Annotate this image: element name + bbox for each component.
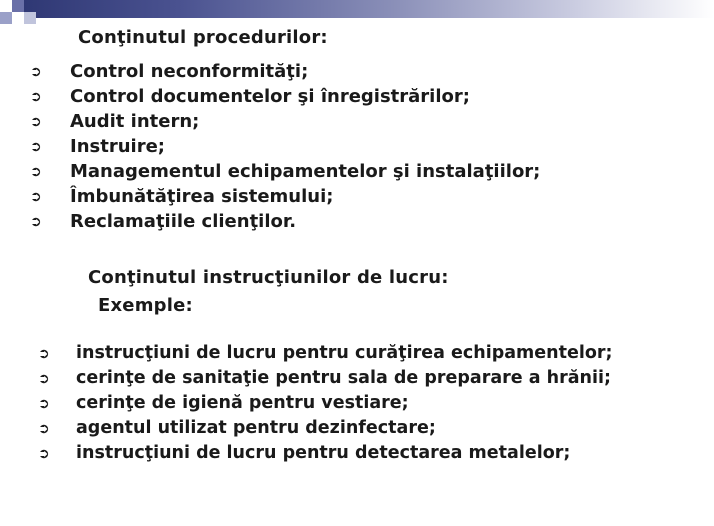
circle-arrow-bullet-icon: ➲ bbox=[38, 446, 50, 462]
list-item: ➲ agentul utilizat pentru dezinfectare; bbox=[38, 418, 436, 438]
list-item: ➲ Audit intern; bbox=[30, 111, 200, 132]
list-item: ➲ Control documentelor şi înregistrărilor; bbox=[30, 86, 470, 107]
list-item: ➲ cerinţe de sanitaţie pentru sala de preparare a hrănii; bbox=[38, 368, 611, 388]
circle-arrow-bullet-icon: ➲ bbox=[30, 89, 42, 105]
list-item: ➲ cerinţe de igienă pentru vestiare; bbox=[38, 393, 409, 413]
circle-arrow-bullet-icon: ➲ bbox=[38, 396, 50, 412]
circle-arrow-bullet-icon: ➲ bbox=[30, 189, 42, 205]
procedures-heading: Conţinutul procedurilor: bbox=[78, 27, 328, 48]
circle-arrow-bullet-icon: ➲ bbox=[30, 164, 42, 180]
circle-arrow-bullet-icon: ➲ bbox=[38, 421, 50, 437]
instructions-heading: Conţinutul instrucţiunilor de lucru: bbox=[88, 267, 449, 288]
list-item: ➲ Managementul echipamentelor şi instalaţiilor; bbox=[30, 161, 541, 182]
list-item: ➲ Reclamaţiile clienţilor. bbox=[30, 211, 297, 232]
circle-arrow-bullet-icon: ➲ bbox=[30, 214, 42, 230]
circle-arrow-bullet-icon: ➲ bbox=[38, 346, 50, 362]
procedures-list bbox=[30, 61, 540, 236]
list-item: ➲ Instruire; bbox=[30, 136, 165, 157]
list-item: ➲ Control neconformităţi; bbox=[30, 61, 309, 82]
instructions-list bbox=[38, 343, 613, 468]
list-item: ➲ instrucţiuni de lucru pentru curăţirea echipamentelor; bbox=[38, 343, 613, 363]
circle-arrow-bullet-icon: ➲ bbox=[30, 139, 42, 155]
corner-decoration bbox=[0, 0, 60, 30]
list-item: ➲ Îmbunătăţirea sistemului; bbox=[30, 186, 334, 207]
circle-arrow-bullet-icon: ➲ bbox=[38, 371, 50, 387]
circle-arrow-bullet-icon: ➲ bbox=[30, 114, 42, 130]
slide-header-band bbox=[0, 0, 714, 18]
list-item: ➲ instrucţiuni de lucru pentru detectarea metalelor; bbox=[38, 443, 571, 463]
circle-arrow-bullet-icon: ➲ bbox=[30, 64, 42, 80]
instructions-subheading: Exemple: bbox=[98, 295, 193, 316]
